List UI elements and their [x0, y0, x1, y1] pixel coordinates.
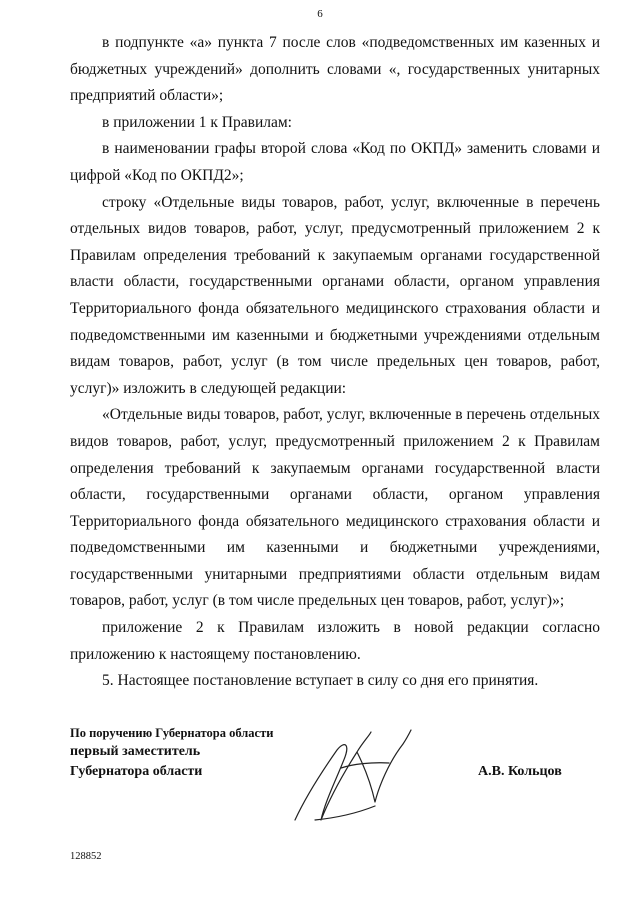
- document-code: 128852: [70, 851, 102, 862]
- paragraph: строку «Отдельные виды товаров, работ, услуг, включенные в перечень отдельных видов товаров, работ, услуг, предусмотренный приложением 2 к Правилам определения требований к закупаемым органами государственной власти области, государственными органами области, органом управления Территориального фонда обязательного медицинского страхования области и подведомственными им казенными и бюджетными учреждениями отдельным видам товаров, работ, услуг (в том числе предельных цен товаров, работ, услуг)» изложить в следующей редакции:: [70, 193, 600, 397]
- paragraph: в приложении 1 к Правилам:: [102, 113, 292, 131]
- paragraph: 5. Настоящее постановление вступает в силу со дня его принятия.: [102, 672, 539, 690]
- paragraph: «Отдельные виды товаров, работ, услуг, включенные в перечень отдельных видов товаров, работ, услуг, предусмотренный приложением 2 к Правилам определения требований к закупаемым органами государственной власти области, государственными органами области, органом управления Территориального фонда обязательного медицинского страхования области и подведомственными им казенными и бюджетными учреждениями, государственными унитарными предприятиями области отдельным видам товаров, работ, услуг (в том числе предельных цен товаров, работ, услуг)»;: [70, 406, 600, 610]
- position-line: Губернатора области: [70, 764, 203, 779]
- page-number: 6: [317, 8, 323, 20]
- handwritten-signature: [285, 722, 425, 832]
- paragraph: приложение 2 к Правилам изложить в новой редакции согласно приложению к настоящему постановлению.: [70, 619, 600, 663]
- document-body: [70, 30, 600, 695]
- authority-line: По поручению Губернатора области: [70, 726, 274, 740]
- position-line: первый заместитель: [70, 744, 201, 759]
- paragraph: в наименовании графы второй слова «Код по ОКПД» заменить словами и цифрой «Код по ОКПД2»;: [70, 140, 600, 184]
- signer-name: А.В. Кольцов: [478, 764, 562, 779]
- paragraph: в подпункте «а» пункта 7 после слов «подведомственных им казенных и бюджетных учреждений» дополнить словами «, государственных унитарных предприятий области»;: [70, 34, 600, 105]
- signature-block: [70, 724, 310, 782]
